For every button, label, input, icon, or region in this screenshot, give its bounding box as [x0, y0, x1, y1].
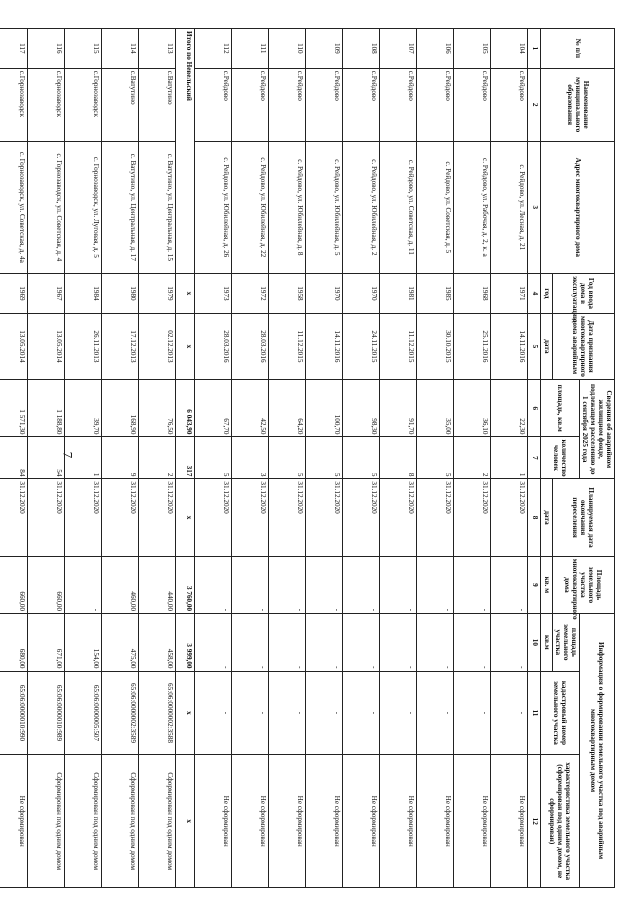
row-plot-area: - [380, 614, 417, 671]
header-housing-group: Сведения об аварийном жилищном фонде, подлежащем расселению до 1 сентября 2025 года [579, 380, 614, 479]
row-housing-area: 67,70 [195, 380, 232, 437]
row-municipality: с.Рейдово [417, 68, 454, 141]
row-recognition-date: 02.12.2013 [139, 313, 176, 379]
row-land-area: - [232, 556, 269, 613]
header-cadastral: кадастровый номер земельного участка [541, 671, 579, 755]
row-housing-area: 168,90 [102, 380, 139, 437]
table-body [0, 29, 528, 888]
row-address: с. Рейдово, ул. Советская, д. 11 [380, 141, 417, 273]
row-year: 1968 [454, 274, 491, 314]
row-land-area: - [491, 556, 528, 613]
row-year: 1970 [343, 274, 380, 314]
row-plot-area: - [232, 614, 269, 671]
row-cadastral: - [306, 671, 343, 755]
header-num: № п/п [541, 29, 615, 69]
table-row [139, 29, 176, 888]
row-number: 107 [380, 29, 417, 69]
column-number: 6 [528, 380, 541, 437]
row-housing-area: 39,70 [65, 380, 102, 437]
total-cadastral: x [176, 671, 195, 755]
column-number: 7 [528, 437, 541, 479]
row-plot-area: 680,00 [0, 614, 28, 671]
row-year: 1967 [28, 274, 65, 314]
row-cadastral: - [195, 671, 232, 755]
row-plot-area: - [269, 614, 306, 671]
row-planned-date: 31.12.2020 [417, 479, 454, 556]
row-number: 106 [417, 29, 454, 69]
row-people-count: 5 [195, 437, 232, 479]
row-cadastral: 65:06:0000010:989 [28, 671, 65, 755]
row-people-count: 2 [454, 437, 491, 479]
row-land-area: - [380, 556, 417, 613]
row-housing-area: 64,20 [269, 380, 306, 437]
row-address: с. Ватутино, ул. Центральная, д. 17 [102, 141, 139, 273]
row-plot-area: 475,00 [102, 614, 139, 671]
total-people: 317 [176, 437, 195, 479]
emergency-housing-table [0, 28, 615, 888]
total-area: 6 043,90 [176, 380, 195, 437]
row-people-count: 5 [306, 437, 343, 479]
row-recognition-date: 14.11.2016 [491, 313, 528, 379]
row-planned-date: 31.12.2020 [102, 479, 139, 556]
row-recognition-date: 11.12.2015 [269, 313, 306, 379]
row-cadastral: 65:06:0000010:990 [0, 671, 28, 755]
row-characteristics: Не сформирован [343, 755, 380, 888]
row-number: 112 [195, 29, 232, 69]
row-people-count: 3 [232, 437, 269, 479]
row-recognition-date: 17.12.2013 [102, 313, 139, 379]
row-recognition-date: 13.05.2014 [28, 313, 65, 379]
row-number: 110 [269, 29, 306, 69]
row-characteristics: Сформирован под одним домом [139, 755, 176, 888]
row-recognition-date: 24.11.2015 [343, 313, 380, 379]
row-cadastral: - [343, 671, 380, 755]
row-municipality: с.Рейдово [343, 68, 380, 141]
row-cadastral: - [417, 671, 454, 755]
row-planned-date: 31.12.2020 [454, 479, 491, 556]
row-municipality: с.Рейдово [306, 68, 343, 141]
header-municipality: Наименование муниципального образования [541, 68, 615, 141]
row-cadastral: - [491, 671, 528, 755]
row-year: 1970 [306, 274, 343, 314]
row-municipality: с.Рейдово [491, 68, 528, 141]
rotated-table-container [18, 28, 615, 888]
row-address: с. Рейдово, ул. Юбилейная, д. 22 [232, 141, 269, 273]
row-plot-area: - [306, 614, 343, 671]
column-number: 4 [528, 274, 541, 314]
row-housing-area: 42,50 [232, 380, 269, 437]
row-municipality: с.Горнозаводск [65, 68, 102, 141]
table-row [0, 29, 28, 888]
row-land-area: - [343, 556, 380, 613]
table-row [306, 29, 343, 888]
row-planned-date: 31.12.2020 [491, 479, 528, 556]
row-cadastral: - [269, 671, 306, 755]
table-row [417, 29, 454, 888]
row-address: с. Рейдово, ул. Советская, д. 5 [417, 141, 454, 273]
table-row [65, 29, 102, 888]
row-year: 1971 [491, 274, 528, 314]
row-plot-area: 154,00 [65, 614, 102, 671]
row-cadastral: - [454, 671, 491, 755]
row-address: с. Рейдово, ул. Лесная, д. 21 [491, 141, 528, 273]
row-people-count: 9 [102, 437, 139, 479]
total-label: Итого по Невельский [176, 29, 195, 274]
row-planned-date: 31.12.2020 [269, 479, 306, 556]
row-characteristics: Сформирован под одним домом [65, 755, 102, 888]
row-address: с. Ватутино, ул. Центральная, д. 15 [139, 141, 176, 273]
row-plot-area: - [195, 614, 232, 671]
row-planned-date: 31.12.2020 [195, 479, 232, 556]
row-number: 114 [102, 29, 139, 69]
row-number: 105 [454, 29, 491, 69]
row-number: 115 [65, 29, 102, 69]
row-land-area: 660,00 [28, 556, 65, 613]
table-row [343, 29, 380, 888]
header-recognition-group: Дата признания многоквартирного дома аварийным [552, 313, 614, 379]
table-header [528, 29, 615, 888]
row-housing-area: 1 188,80 [28, 380, 65, 437]
row-number: 109 [306, 29, 343, 69]
row-address: с. Рейдово, ул. Юбилейная, д. 2 [343, 141, 380, 273]
row-land-area: 440,00 [139, 556, 176, 613]
row-characteristics: Не сформирован [380, 755, 417, 888]
column-number: 11 [528, 671, 541, 755]
column-number: 1 [528, 29, 541, 69]
row-cadastral: - [232, 671, 269, 755]
row-cadastral: 65:06:0000005:507 [65, 671, 102, 755]
row-land-area: - [417, 556, 454, 613]
table-row [380, 29, 417, 888]
row-municipality: с.Рейдово [232, 68, 269, 141]
column-number: 9 [528, 556, 541, 613]
row-housing-area: 98,30 [343, 380, 380, 437]
row-plot-area: 458,00 [139, 614, 176, 671]
header-year: год [541, 274, 552, 314]
header-year-group: Год ввода дома в эксплуатацию [552, 274, 614, 314]
row-planned-date: 31.12.2020 [0, 479, 28, 556]
row-people-count: 5 [343, 437, 380, 479]
column-number: 2 [528, 68, 541, 141]
row-cadastral: - [380, 671, 417, 755]
row-planned-date: 31.12.2020 [28, 479, 65, 556]
row-characteristics: Сформирован под одним домом [28, 755, 65, 888]
column-number: 5 [528, 313, 541, 379]
total-characteristics: x [176, 755, 195, 888]
row-year: 1958 [269, 274, 306, 314]
row-people-count: 1 [491, 437, 528, 479]
row-characteristics: Не сформирован [417, 755, 454, 888]
row-land-area: - [269, 556, 306, 613]
row-housing-area: 22,30 [491, 380, 528, 437]
row-characteristics: Сформирован под одним домом [102, 755, 139, 888]
row-characteristics: Не сформирован [0, 755, 28, 888]
total-land-area: 3 760,00 [176, 556, 195, 613]
row-year: 1985 [417, 274, 454, 314]
row-municipality: с.Рейдово [380, 68, 417, 141]
row-land-area: - [65, 556, 102, 613]
row-number: 117 [0, 29, 28, 69]
header-plot-area-unit: кв.м [541, 614, 552, 671]
column-number: 3 [528, 141, 541, 273]
row-recognition-date: 28.03.2016 [195, 313, 232, 379]
row-people-count: 2 [139, 437, 176, 479]
row-people-count: 5 [269, 437, 306, 479]
column-number: 8 [528, 479, 541, 556]
row-characteristics: Не сформирован [306, 755, 343, 888]
row-number: 113 [139, 29, 176, 69]
row-recognition-date: 11.12.2015 [380, 313, 417, 379]
row-recognition-date: 25.11.2016 [454, 313, 491, 379]
row-number: 104 [491, 29, 528, 69]
row-year: 1979 [139, 274, 176, 314]
row-number: 108 [343, 29, 380, 69]
row-housing-area: 91,70 [380, 380, 417, 437]
row-municipality: с.Рейдово [454, 68, 491, 141]
total-row [176, 29, 195, 888]
header-area-group: Площадь земельного участка многоквартирного дома [552, 556, 614, 613]
row-planned-date: 31.12.2020 [139, 479, 176, 556]
row-address: с. Горнозаводск, ул. Советская, д. 4 [28, 141, 65, 273]
header-characteristics: характеристика земельного участка (сформирован под одним домом, не сформирован) [541, 755, 579, 888]
row-people-count: 1 [65, 437, 102, 479]
row-land-area: 660,00 [0, 556, 28, 613]
row-recognition-date: 13.05.2014 [0, 313, 28, 379]
column-number: 12 [528, 755, 541, 888]
table-row [195, 29, 232, 888]
row-housing-area: 76,50 [139, 380, 176, 437]
row-land-area: - [195, 556, 232, 613]
total-date: x [176, 313, 195, 379]
row-address: с. Рейдово, ул. Юбилейная, д. 5 [306, 141, 343, 273]
row-housing-area: 35,00 [417, 380, 454, 437]
row-housing-area: 1 571,30 [0, 380, 28, 437]
row-characteristics: Не сформирован [269, 755, 306, 888]
row-municipality: с.Ватутино [139, 68, 176, 141]
row-number: 111 [232, 29, 269, 69]
row-year: 1972 [232, 274, 269, 314]
row-year: 1984 [65, 274, 102, 314]
row-characteristics: Не сформирован [491, 755, 528, 888]
row-people-count: 84 [0, 437, 28, 479]
row-year: 1981 [380, 274, 417, 314]
row-recognition-date: 26.11.2013 [65, 313, 102, 379]
row-housing-area: 36,10 [454, 380, 491, 437]
row-land-area: 460,00 [102, 556, 139, 613]
row-land-area: - [306, 556, 343, 613]
row-people-count: 8 [380, 437, 417, 479]
page-number: 7 [60, 451, 76, 459]
row-year: 1980 [102, 274, 139, 314]
row-recognition-date: 28.03.2016 [232, 313, 269, 379]
header-housing-count: количество человек [541, 437, 579, 479]
table-row [454, 29, 491, 888]
row-number: 116 [28, 29, 65, 69]
row-municipality: с.Ватутино [102, 68, 139, 141]
row-characteristics: Не сформирован [232, 755, 269, 888]
header-planned-group: Планируемая дата окончания переселения [552, 479, 614, 556]
row-land-area: - [454, 556, 491, 613]
table-row [102, 29, 139, 888]
column-number: 10 [528, 614, 541, 671]
row-planned-date: 31.12.2020 [306, 479, 343, 556]
row-address: с. Рейдово, ул. Юбилейная, д. 26 [195, 141, 232, 273]
header-plot-area: площадь земельного участка [552, 614, 579, 671]
row-recognition-date: 30.10.2015 [417, 313, 454, 379]
row-plot-area: - [417, 614, 454, 671]
row-people-count: 5 [417, 437, 454, 479]
row-plot-area: - [454, 614, 491, 671]
row-year: 1969 [0, 274, 28, 314]
total-plot-area: 3 999,00 [176, 614, 195, 671]
row-municipality: с.Горнозаводск [0, 68, 28, 141]
row-address: с. Рейдово, ул. Юбилейная, д. 8 [269, 141, 306, 273]
total-planned: x [176, 479, 195, 556]
row-recognition-date: 14.11.2016 [306, 313, 343, 379]
table-row [28, 29, 65, 888]
table-row [491, 29, 528, 888]
row-planned-date: 31.12.2020 [65, 479, 102, 556]
row-characteristics: Не сформирован [454, 755, 491, 888]
row-people-count: 54 [28, 437, 65, 479]
total-year: x [176, 274, 195, 314]
row-plot-area: - [343, 614, 380, 671]
row-year: 1973 [195, 274, 232, 314]
row-housing-area: 100,70 [306, 380, 343, 437]
row-planned-date: 31.12.2020 [343, 479, 380, 556]
row-planned-date: 31.12.2020 [232, 479, 269, 556]
row-cadastral: 65:06:0000002:3589 [102, 671, 139, 755]
row-plot-area: - [491, 614, 528, 671]
row-characteristics: Не сформирован [195, 755, 232, 888]
row-municipality: с.Рейдово [269, 68, 306, 141]
table-row [269, 29, 306, 888]
header-address: Адрес многоквартирного дома [541, 141, 615, 273]
header-date: дата [541, 313, 552, 379]
row-plot-area: 671,00 [28, 614, 65, 671]
row-municipality: с.Горнозаводск [28, 68, 65, 141]
row-municipality: с.Рейдово [195, 68, 232, 141]
row-cadastral: 65:06:0000002:3588 [139, 671, 176, 755]
table-row [232, 29, 269, 888]
row-address: с. Горнозаводск, ул. Советская, д. 4а [0, 141, 28, 273]
header-housing-area: площадь, кв.м [541, 380, 579, 437]
row-planned-date: 31.12.2020 [380, 479, 417, 556]
row-address: с. Горнозаводск, ул. Луговая, д. 5 [65, 141, 102, 273]
row-address: с. Рейдово, ул. Рабочая, д. 2, к. а [454, 141, 491, 273]
header-land-group: Информация о формировании земельного участка под аварийным многоквартирным домом [579, 614, 614, 888]
header-planned-date: дата [541, 479, 552, 556]
header-land-area: кв. м [541, 556, 552, 613]
